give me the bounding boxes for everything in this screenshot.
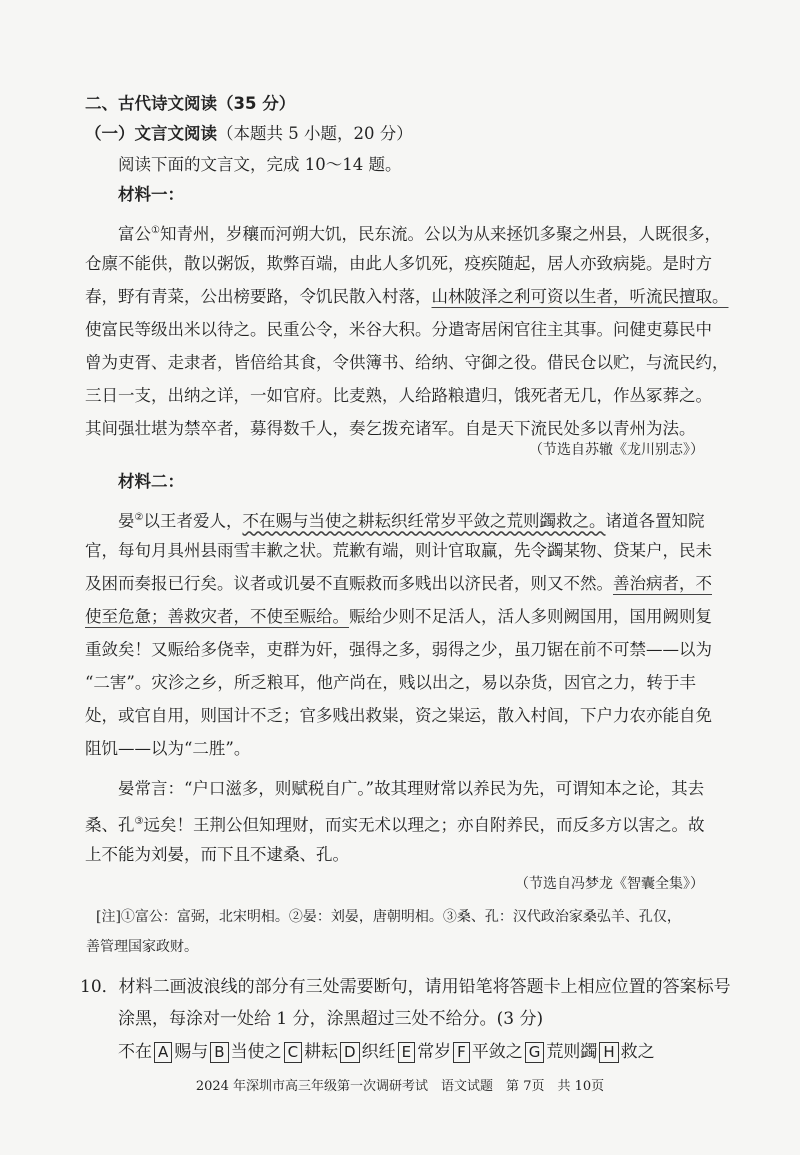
footnote-line: 善管理国家政财。 — [86, 939, 198, 955]
text-span: 晏 — [118, 511, 135, 531]
question-number: 10． — [80, 977, 119, 997]
option-text: 常岁 — [417, 1042, 452, 1062]
material1-line: 使富民等级出米以待之。民重公令，米谷大积。分遣寄居闲官往主其事。问健吏募民中 — [85, 320, 712, 339]
material2-line — [118, 506, 715, 534]
material2-line: “二害”。灾沴之乡，所乏粮耳，他产尚在，贱以出之，易以杂货，因官之力，转于丰 — [85, 673, 696, 692]
text-span: 及困而奏报已行矣。议者或讥晏不直赈救而多贱出以济民者，则又不然。 — [85, 574, 613, 593]
material2-label: 材料二： — [118, 472, 184, 491]
material2-line: 上不能为刘晏，而下且不逮桑、孔。 — [85, 845, 349, 864]
option-text: 荒则蠲 — [546, 1042, 598, 1062]
text-span: 赈给少则不足活人，活人多则阙国用，国用阙则复 — [349, 607, 712, 626]
wavy-underlined-text: 不在赐与当使之耕耘织纴常岁平敛之荒则蠲救之。 — [242, 511, 606, 531]
material2-source: （节选自冯梦龙《智囊全集》） — [515, 876, 704, 892]
material2-line: 官，每旬月具州县雨雪丰歉之状。荒歉有端，则计官取赢，先令蠲某物、贷某户，民未 — [85, 541, 712, 560]
instruction: 阅读下面的文言文，完成 10～14 题。 — [118, 155, 402, 174]
answer-box-F[interactable]: F — [453, 1042, 470, 1063]
material1-label: 材料一： — [118, 185, 184, 204]
option-text: 救之 — [620, 1042, 655, 1062]
footnote-line: [注]①富公：富弼，北宋明相。②晏：刘晏，唐朝明相。③桑、孔：汉代政治家桑弘羊、孔仅， — [96, 909, 681, 925]
material2-line — [85, 605, 715, 629]
material2-line: 处，或官自用，则国计不乏；官多贱出救粜，资之粜运，散入村闾，下户力农亦能自免 — [85, 706, 712, 725]
material1-line — [85, 285, 729, 309]
question-10-line2: 涂黑，每涂对一处给 1 分，涂黑超过三处不给分。(3 分) — [118, 1009, 544, 1029]
answer-box-C[interactable]: C — [284, 1042, 302, 1063]
underlined-text: 使至危惫；善救灾者，不使至赈给。 — [85, 607, 349, 626]
text-span: 诸道各置知院 — [605, 511, 705, 531]
subsection-heading — [85, 122, 715, 146]
material1-line — [118, 219, 721, 247]
material1-line: 仓廪不能供，散以粥饭，欺弊百端，由此人多饥死，疫疾随起，居人亦致病毙。是时方 — [85, 254, 712, 273]
text-span: 富公 — [118, 224, 151, 244]
answer-box-G[interactable]: G — [525, 1042, 545, 1063]
answer-options-row — [118, 1040, 748, 1064]
text-span: 桑、孔 — [85, 815, 135, 835]
answer-box-B[interactable]: B — [210, 1042, 228, 1063]
option-text: 耕耘 — [304, 1042, 339, 1062]
note-marker: ① — [151, 225, 160, 236]
material2-line — [85, 810, 715, 838]
option-text: 当使之 — [230, 1042, 282, 1062]
material1-line: 曾为吏胥、走隶者，皆倍给其食，令供簿书、给纳、守御之役。借民仓以贮，与流民约， — [85, 353, 729, 372]
material2-line — [85, 572, 715, 596]
text-span: 知青州，岁穰而河朔大饥，民东流。公以为从来拯饥多聚之州县，人既很多， — [159, 224, 721, 244]
option-text: 平敛之 — [471, 1042, 523, 1062]
answer-box-D[interactable]: D — [340, 1042, 360, 1063]
option-text: 织纴 — [361, 1042, 396, 1062]
material1-source: （节选自苏辙《龙川别志》） — [529, 442, 704, 458]
page-footer: 2024 年深圳市高三年级第一次调研考试 语文试题 第 7页 共 10页 — [195, 1079, 605, 1094]
subsection-note: （本题共 5 小题，20 分） — [217, 124, 413, 143]
underlined-text: 山林陂泽之利可资以生者，听流民擅取。 — [431, 287, 729, 306]
underlined-text: 善治病者，不 — [613, 574, 712, 593]
question-text: 材料二画波浪线的部分有三处需要断句，请用铅笔将答题卡上相应位置的答案标号 — [118, 977, 731, 997]
material2-line: 晏常言：“户口滋多，则赋税自广。”故其理财常以养民为先，可谓知本之论，其去 — [118, 779, 705, 798]
answer-box-E[interactable]: E — [398, 1042, 415, 1063]
option-text: 不在 — [118, 1042, 152, 1062]
material1-line: 三日一支，出纳之详，一如官府。比麦熟，人给路粮遣归，饿死者无几，作丛冢葬之。 — [85, 386, 712, 405]
answer-box-H[interactable]: H — [599, 1042, 618, 1063]
material2-line: 阻饥——以为“二胜”。 — [85, 739, 251, 758]
material1-line: 其间强壮堪为禁卒者，募得数千人，奏乞拨充诸军。自是天下流民处多以青州为法。 — [85, 419, 696, 438]
text-span: 以王者爱人， — [143, 511, 243, 531]
answer-box-A[interactable]: A — [154, 1042, 172, 1063]
text-span: 远矣！王荆公但知理财，而实无术以理之；亦自附养民，而反多方以害之。故 — [143, 815, 705, 835]
question-10 — [80, 975, 731, 999]
note-marker: ③ — [134, 816, 144, 827]
note-marker: ② — [134, 512, 144, 523]
material2-line: 重敛矣！又赈给多侥幸，吏群为奸，强得之多，弱得之少，虽刀锯在前不可禁——以为 — [85, 640, 712, 659]
text-span: 春，野有青菜，公出榜要路，令饥民散入村落， — [85, 287, 432, 306]
option-text: 赐与 — [174, 1042, 209, 1062]
section-heading: 二、古代诗文阅读（35 分） — [85, 94, 296, 113]
subsection-title: （一）文言文阅读 — [85, 124, 217, 143]
